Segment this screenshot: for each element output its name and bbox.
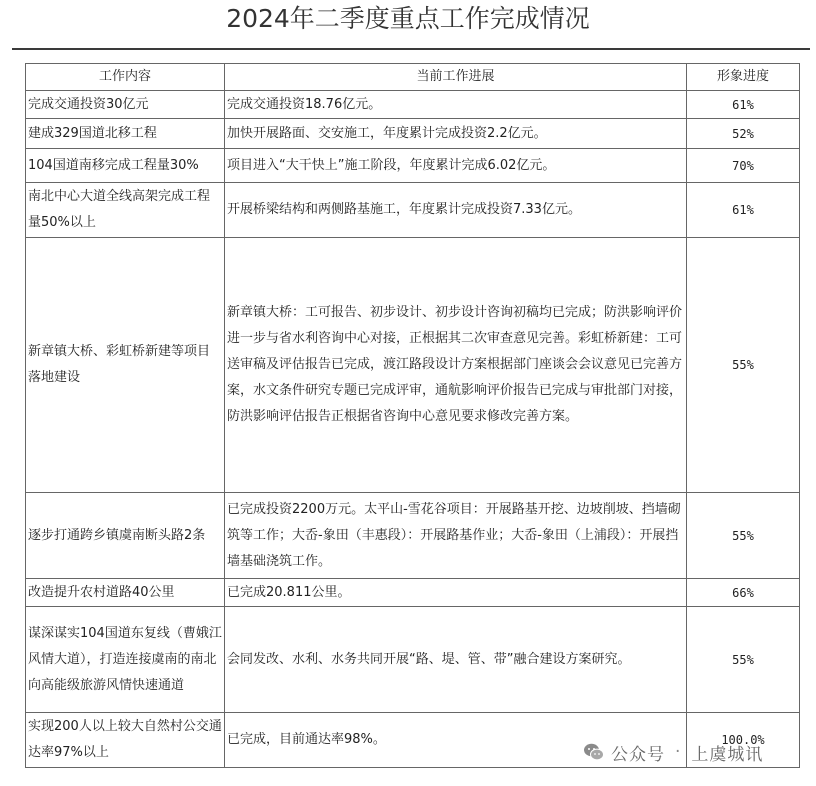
table-row (26, 119, 800, 149)
progress-table (25, 63, 800, 768)
watermark (583, 736, 763, 768)
task-cell: 南北中心大道全线高架完成工程量50%以上 (26, 183, 225, 238)
page-title: 2024年二季度重点工作完成情况 (226, 4, 590, 33)
table-row (26, 149, 800, 183)
table-row (26, 183, 800, 238)
progress-cell: 完成交通投资18.76亿元。 (225, 91, 687, 119)
progress-cell: 已完成，目前通达率98%。 (225, 713, 687, 768)
task-cell: 逐步打通跨乡镇虞南断头路2条 (26, 493, 225, 579)
table-header-row (26, 64, 800, 91)
task-cell: 104国道南移完成工程量30% (26, 149, 225, 183)
percent-cell: 61% (687, 183, 800, 238)
percent-cell: 100.0% (687, 713, 800, 768)
header-percent: 形象进度 (687, 64, 800, 91)
title-divider (12, 48, 810, 50)
progress-cell: 新章镇大桥：工可报告、初步设计、初步设计咨询初稿均已完成；防洪影响评价进一步与省水利咨询中心对接，正根据其二次审查意见完善。彩虹桥新建：工可送审稿及评估报告已完成，渡江路段设计方案根据部门座谈会会议意见已完善方案，水文条件研究专题已完成评审，通航影响评价报告已完成与审批部门对接，防洪影响评估报告正根据省咨询中心意见要求修改完善方案。 (225, 238, 687, 493)
table-row (26, 607, 800, 713)
wechat-icon (583, 741, 605, 763)
percent-cell: 55% (687, 238, 800, 493)
percent-cell: 66% (687, 579, 800, 607)
percent-cell: 55% (687, 607, 800, 713)
table-row (26, 91, 800, 119)
watermark-text-name: 上虞城讯 (691, 744, 764, 765)
header-progress: 当前工作进展 (225, 64, 687, 91)
progress-cell: 已完成投资2200万元。太平山-雪花谷项目：开展路基开挖、边坡削坡、挡墙砌筑等工作；大岙-象田（丰惠段）：开展路基作业；大岙-象田（上浦段）：开展挡墙基础浇筑工作。 (225, 493, 687, 579)
progress-cell: 项目进入“大干快上”施工阶段，年度累计完成6.02亿元。 (225, 149, 687, 183)
watermark-separator: · (675, 742, 682, 762)
header-task: 工作内容 (26, 64, 225, 91)
percent-cell: 52% (687, 119, 800, 149)
task-cell: 建成329国道北移工程 (26, 119, 225, 149)
task-cell: 改造提升农村道路40公里 (26, 579, 225, 607)
task-cell: 新章镇大桥、彩虹桥新建等项目落地建设 (26, 238, 225, 493)
task-cell: 谋深谋实104国道东复线（曹娥江风情大道），打造连接虞南的南北向高能级旅游风情快速通道 (26, 607, 225, 713)
progress-cell: 会同发改、水利、水务共同开展“路、堤、管、带”融合建设方案研究。 (225, 607, 687, 713)
table-row (26, 579, 800, 607)
watermark-text-account: 公众号 (611, 744, 665, 765)
percent-cell: 70% (687, 149, 800, 183)
task-cell: 完成交通投资30亿元 (26, 91, 225, 119)
table-row (26, 238, 800, 493)
progress-cell: 加快开展路面、交安施工，年度累计完成投资2.2亿元。 (225, 119, 687, 149)
percent-cell: 55% (687, 493, 800, 579)
progress-cell: 开展桥梁结构和两侧路基施工，年度累计完成投资7.33亿元。 (225, 183, 687, 238)
table-row (26, 493, 800, 579)
task-cell: 实现200人以上较大自然村公交通达率97%以上 (26, 713, 225, 768)
percent-cell: 61% (687, 91, 800, 119)
progress-cell: 已完成20.811公里。 (225, 579, 687, 607)
